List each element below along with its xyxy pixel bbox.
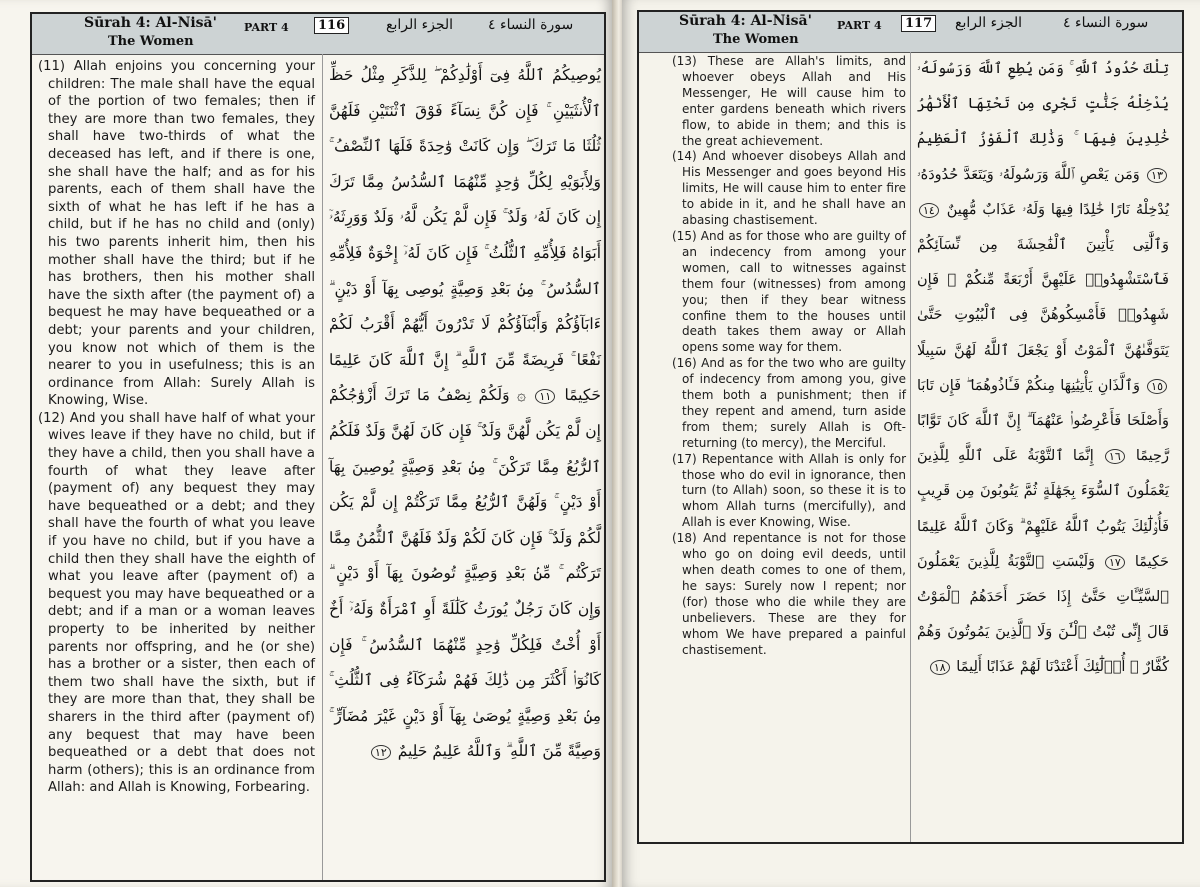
verse-translation-15: (15) And as for those who are guilty of an indecency from among your women, call to witnesses against them four (witnesses) from among you; then if they bear witness confine them to the houses until death takes them away or Allah opens some way for them. [672,228,906,355]
column-divider [910,52,911,842]
surah-title-ar: سورة النساء ٤ [1063,15,1149,31]
surah-title-en: Sūrah 4: Al-Nisā' [84,15,217,31]
ayah-number-14: ١٤ [919,203,939,218]
verse-translation-18: (18) And repentance is not for those who go on doing evil deeds, until when death comes to one of them, he says: Surely now I repent; nor (for) those who die while they are unbelievers. These are they for whom We have prepared a painful chastisement. [672,531,906,657]
left-page-frame [30,12,606,882]
arabic-column [329,58,601,770]
right-page-header [639,12,1182,53]
ayah-number-13: ١٣ [1147,168,1167,183]
translation-column [38,58,315,797]
juz-label-ar: الجزء الرابع [386,17,454,33]
translation-column [672,54,906,658]
page-number: 116 [314,17,349,34]
surah-title-en: Sūrah 4: Al-Nisā' [679,13,812,29]
arabic-verse-15: وَٱلَّٰتِى يَأْتِينَ ٱلْفَٰحِشَةَ مِن نِّسَآئِكُمْ فَٱسْتَشْهِدُوا۟ عَلَيْهِنَّ أَرْبَعَةً مِّنكُمْ ۖ فَإِن شَهِدُوا۟ فَأَمْسِكُوهُنَّ فِى ٱلْبُيُوتِ حَتَّىٰ يَتَوَفَّىٰهُنَّ ٱلْمَوْتُ أَوْ يَجْعَلَ ٱللَّهُ لَهُنَّ سَبِيلًا [917,237,1169,359]
arabic-verse-17: إِنَّمَا ٱلتَّوْبَةُ عَلَى ٱللَّهِ لِلَّذِينَ يَعْمَلُونَ ٱلسُّوٓءَ بِجَهَٰلَةٍ ثُمَّ يَتُوبُونَ مِن قَرِيبٍ فَأُو۟لَٰٓئِكَ يَتُوبُ ٱللَّهُ عَلَيْهِمْ ۗ وَكَانَ ٱللَّهُ عَلِيمًا حَكِيمًا [917,448,1169,570]
verse-translation-13: (13) These are Allah's limits, and whoever obeys Allah and His Messenger, He will cause him to enter gardens beneath which rivers flow, to abide in them; and this is the great achievement. [672,54,906,148]
arabic-verse-18: وَلَيْسَتِ ٱلتَّوْبَةُ لِلَّذِينَ يَعْمَلُونَ ٱلسَّيِّـَٔاتِ حَتَّىٰٓ إِذَا حَضَرَ أَحَدَهُمُ ٱلْمَوْتُ قَالَ إِنِّى تُبْتُ ٱلْـَٰٔنَ وَلَا ٱلَّذِينَ يَمُوتُونَ وَهُمْ كُفَّارٌ ۚ أُو۟لَٰٓئِكَ أَعْتَدْنَا لَهُمْ عَذَابًا أَلِيمًا [917,553,1169,676]
surah-subtitle-en: The Women [713,32,799,47]
verse-translation-16: (16) And as for the two who are guilty of indecency from among you, give them both a punishment; then if they repent and amend, turn aside from them; surely Allah is Oft-returning (to mercy), the Merciful. [672,356,906,450]
arabic-column [917,52,1169,686]
ayah-number-17: ١٧ [1105,555,1125,570]
column-divider [322,54,323,880]
left-page-header [32,14,604,55]
verse-translation-17: (17) Repentance with Allah is only for those who do evil in ignorance, then turn (to Allah) soon, so these it is to whom Allah turns (mercifully), and Allah is ever Knowing, Wise. [672,451,906,530]
ayah-number-18: ١٨ [930,660,950,675]
part-label: PART 4 [244,21,289,34]
verse-translation-12: (12) And you shall have half of what your wives leave if they have no child, but if they have a child, then you shall have a fourth of what they leave after (payment of) any bequest they may have bequeathed or a debt; and they shall have the fourth of what you leave if you have no child, but if you have a child then they shall have the eighth of what you leave after (payment of) a bequest you may have bequeathed or a debt; and if a man or a woman leaves property to be inherited by neither parents nor offspring, and he (or she) has a brother or a sister, then each of them two shall have the sixth, but if they are more than that, they shall be sharers in the third after (payment of) any bequest that may have been bequeathed or a debt that does not harm (others); this is an ordinance from Allah: and Allah is Knowing, Forbearing. [38,410,315,796]
verse-translation-11: (11) Allah enjoins you concerning your children: The male shall have the equal of the portion of two females; then if they are more than two females, they shall have two-thirds of what the deceased has left, and if there is one, she shall have the half; and as for his parents, each of them shall have the sixth of what he has left if he has a child, but if he has no child and (only) his two parents inherit him, then his mother shall have the third; but if he has brothers, then his mother shall have the sixth after (the payment of) a bequest he may have bequeathed or a debt; your parents and your children, you know not which of them is the nearer to you in usefulness; this is an ordinance from Allah: Surely Allah is Knowing, Wise. [38,59,315,409]
ayah-number-11: ١١ [535,389,555,404]
ayah-number-12: ١٢ [371,745,391,760]
surah-title-ar: سورة النساء ٤ [488,17,574,33]
arabic-verse-13: تِلْكَ حُدُودُ ٱللَّهِ ۚ وَمَن يُطِعِ ٱللَّهَ وَرَسُولَهُۥ يُدْخِلْهُ جَنَّٰتٍ تَجْرِى مِن تَحْتِهَا ٱلْأَنْهَٰرُ خَٰلِدِينَ فِيهَا ۚ وَذَٰلِكَ ٱلْفَوْزُ ٱلْعَظِيمُ [917,61,1169,148]
arabic-verse-11: يُوصِيكُمُ ٱللَّهُ فِىٓ أَوْلَٰدِكُمْ ۖ لِلذَّكَرِ مِثْلُ حَظِّ ٱلْأُنثَيَيْنِ ۚ فَإِن كُنَّ نِسَآءً فَوْقَ ٱثْنَتَيْنِ فَلَهُنَّ ثُلُثَا مَا تَرَكَ ۖ وَإِن كَانَتْ وَٰحِدَةً فَلَهَا ٱلنِّصْفُ ۚ وَلِأَبَوَيْهِ لِكُلِّ وَٰحِدٍ مِّنْهُمَا ٱلسُّدُسُ مِمَّا تَرَكَ إِن كَانَ لَهُۥ وَلَدٌ ۚ فَإِن لَّمْ يَكُن لَّهُۥ وَلَدٌ وَوَرِثَهُۥٓ أَبَوَاهُ فَلِأُمِّهِ ٱلثُّلُثُ ۚ فَإِن كَانَ لَهُۥٓ إِخْوَةٌ فَلِأُمِّهِ ٱلسُّدُسُ ۚ مِنۢ بَعْدِ وَصِيَّةٍ يُوصِى بِهَآ أَوْ دَيْنٍ ۗ ءَابَآؤُكُمْ وَأَبْنَآؤُكُمْ لَا تَدْرُونَ أَيُّهُمْ أَقْرَبُ لَكُمْ نَفْعًا ۚ فَرِيضَةً مِّنَ ٱللَّهِ ۗ إِنَّ ٱللَّهَ كَانَ عَلِيمًا حَكِيمًا [329,66,601,405]
verse-translation-14: (14) And whoever disobeys Allah and His Messenger and goes beyond His limits, He will cause him to enter fire to abide in it, and he shall have an abasing chastisement. [672,149,906,228]
arabic-verse-12: ۞ وَلَكُمْ نِصْفُ مَا تَرَكَ أَزْوَٰجُكُمْ إِن لَّمْ يَكُن لَّهُنَّ وَلَدٌ ۚ فَإِن كَانَ لَهُنَّ وَلَدٌ فَلَكُمُ ٱلرُّبُعُ مِمَّا تَرَكْنَ ۚ مِنۢ بَعْدِ وَصِيَّةٍ يُوصِينَ بِهَآ أَوْ دَيْنٍ ۚ وَلَهُنَّ ٱلرُّبُعُ مِمَّا تَرَكْتُمْ إِن لَّمْ يَكُن لَّكُمْ وَلَدٌ ۚ فَإِن كَانَ لَكُمْ وَلَدٌ فَلَهُنَّ ٱلثُّمُنُ مِمَّا تَرَكْتُم ۚ مِّنۢ بَعْدِ وَصِيَّةٍ تُوصُونَ بِهَآ أَوْ دَيْنٍ ۗ وَإِن كَانَ رَجُلٌ يُورَثُ كَلَٰلَةً أَوِ ٱمْرَأَةٌ وَلَهُۥٓ أَخٌ أَوْ أُخْتٌ فَلِكُلِّ وَٰحِدٍ مِّنْهُمَا ٱلسُّدُسُ ۚ فَإِن كَانُوٓا۟ أَكْثَرَ مِن ذَٰلِكَ فَهُمْ شُرَكَآءُ فِى ٱلثُّلُثِ ۚ مِنۢ بَعْدِ وَصِيَّةٍ يُوصَىٰ بِهَآ أَوْ دَيْنٍ غَيْرَ مُضَآرٍّ ۚ وَصِيَّةً مِّنَ ٱللَّهِ ۗ وَٱللَّهُ عَلِيمٌ حَلِيمٌ [329,386,601,761]
ayah-number-15: ١٥ [1147,379,1167,394]
juz-label-ar: الجزء الرابع [955,15,1023,31]
ayah-number-16: ١٦ [1105,449,1125,464]
part-label: PART 4 [837,19,882,32]
arabic-verse-14: وَمَن يَعْصِ ٱللَّهَ وَرَسُولَهُۥ وَيَتَعَدَّ حُدُودَهُۥ يُدْخِلْهُ نَارًا خَٰلِدًا فِيهَا وَلَهُۥ عَذَابٌ مُّهِينٌ [917,166,1170,218]
right-page [622,0,1200,887]
surah-subtitle-en: The Women [108,34,194,49]
right-page-frame [637,10,1184,844]
arabic-verse-16: وَٱلَّذَانِ يَأْتِيَٰنِهَا مِنكُمْ فَـَٔاذُوهُمَا ۖ فَإِن تَابَا وَأَصْلَحَا فَأَعْرِضُوا۟ عَنْهُمَآ ۗ إِنَّ ٱللَّهَ كَانَ تَوَّابًا رَّحِيمًا [917,377,1170,465]
page-number: 117 [901,15,936,32]
